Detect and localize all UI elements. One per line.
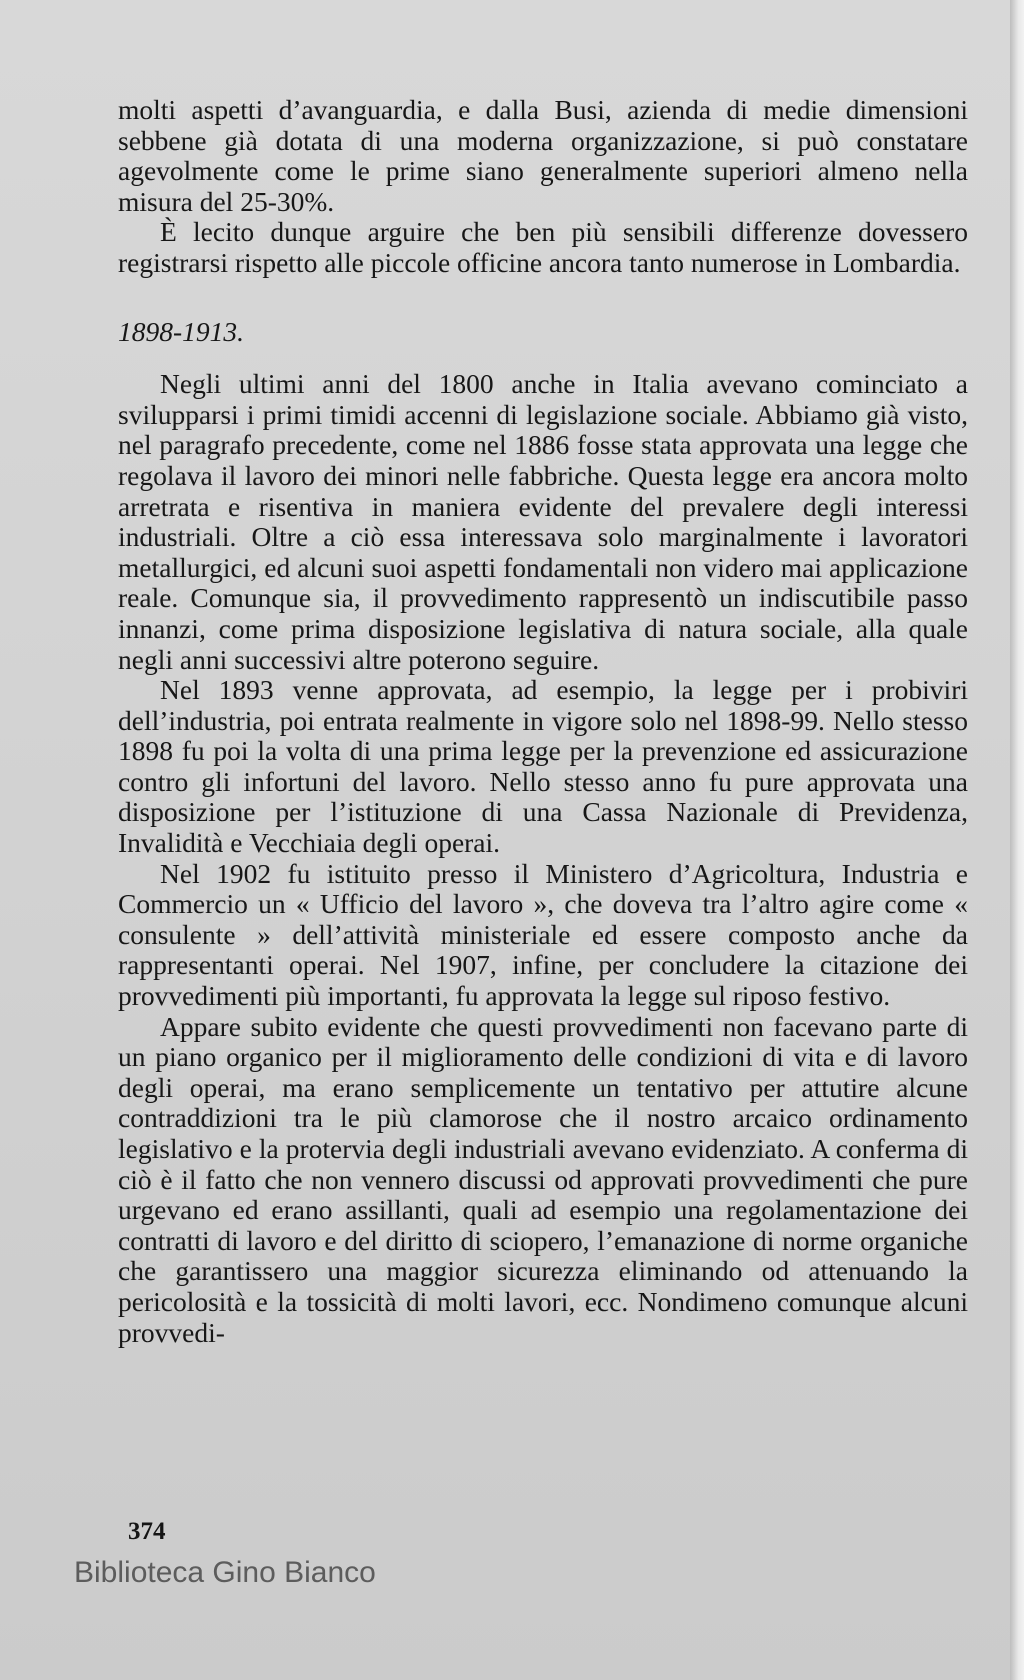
paragraph: Nel 1902 fu istituito presso il Ministero d’Agricoltura, Industria e Commercio un « Ufficio del lavoro », che doveva tra l’altro agire come « consulente » dell’attività ministeriale ed essere composto anche da rappresentanti operai. Nel 1907, infine, per concludere la citazione dei provvedimenti più importanti, fu approvata la legge sul riposo festivo. — [118, 857, 968, 1012]
paragraph: molti aspetti d’avanguardia, e dalla Busi, azienda di medie dimensioni sebbene già dotata di una moderna organizzazione, si può constatare agevolmente come le prime siano generalmente superiori almeno nella misura del 25-30%. — [118, 94, 968, 217]
paragraph: Negli ultimi anni del 1800 anche in Italia avevano cominciato a svilupparsi i primi timidi accenni di legislazione sociale. Abbiamo già visto, nel paragrafo precedente, come nel 1886 fosse stata approvata una legge che regolava il lavoro dei minori nelle fabbriche. Questa legge era ancora molto arretrata e risentiva in maniera evidente del prevalere degli interessi industriali. Oltre a ciò essa interessava solo marginalmente i lavoratori metallurgici, ed alcuni suoi aspetti fondamentali non videro mai applicazione reale. Comunque sia, il provvedimento rappresentò un indiscutibile passo innanzi, come prima disposizione legislativa di natura sociale, alla quale negli anni successivi altre poterono seguire. — [118, 368, 968, 675]
body-text — [118, 95, 968, 1348]
section-heading: 1898-1913. — [118, 315, 245, 347]
paragraph: Appare subito evidente che questi provvedimenti non facevano parte di un piano organico per il miglioramento delle condizioni di vita e di lavoro degli operai, ma erano semplicemente un tentativo per attutire alcune contraddizioni tra le più clamorose che il nostro arcaico ordinamento legislativo e la protervia degli industriali avevano evidenziato. A conferma di ciò è il fatto che non vennero discussi od approvati provvedimenti che pure urgevano ed erano assillanti, quali ad esempio una regolamentazione dei contratti di lavoro e del diritto di sciopero, l’emanazione di norme organiche che garantissero una maggior sicurezza eliminando od attenuando la pericolosità e la tossicità di molti lavori, ecc. Nondimeno comunque alcuni provvedi- — [118, 1010, 968, 1348]
page-edge — [1010, 0, 1024, 1680]
paragraph: È lecito dunque arguire che ben più sensibili differenze dovessero registrarsi rispetto alle piccole officine ancora tanto numerose in Lombardia. — [118, 216, 968, 278]
paragraph: Nel 1893 venne approvata, ad esempio, la legge per i probiviri dell’industria, poi entrata realmente in vigore solo nel 1898-99. Nello stesso 1898 fu poi la volta di una prima legge per la prevenzione ed assicurazione contro gli infortuni del lavoro. Nello stesso anno fu pure approvata una disposizione per l’istituzione di una Cassa Nazionale di Previdenza, Invalidità e Vecchiaia degli operai. — [118, 674, 968, 859]
page-number: 374 — [128, 1518, 166, 1545]
library-watermark: Biblioteca Gino Bianco — [74, 1556, 376, 1589]
